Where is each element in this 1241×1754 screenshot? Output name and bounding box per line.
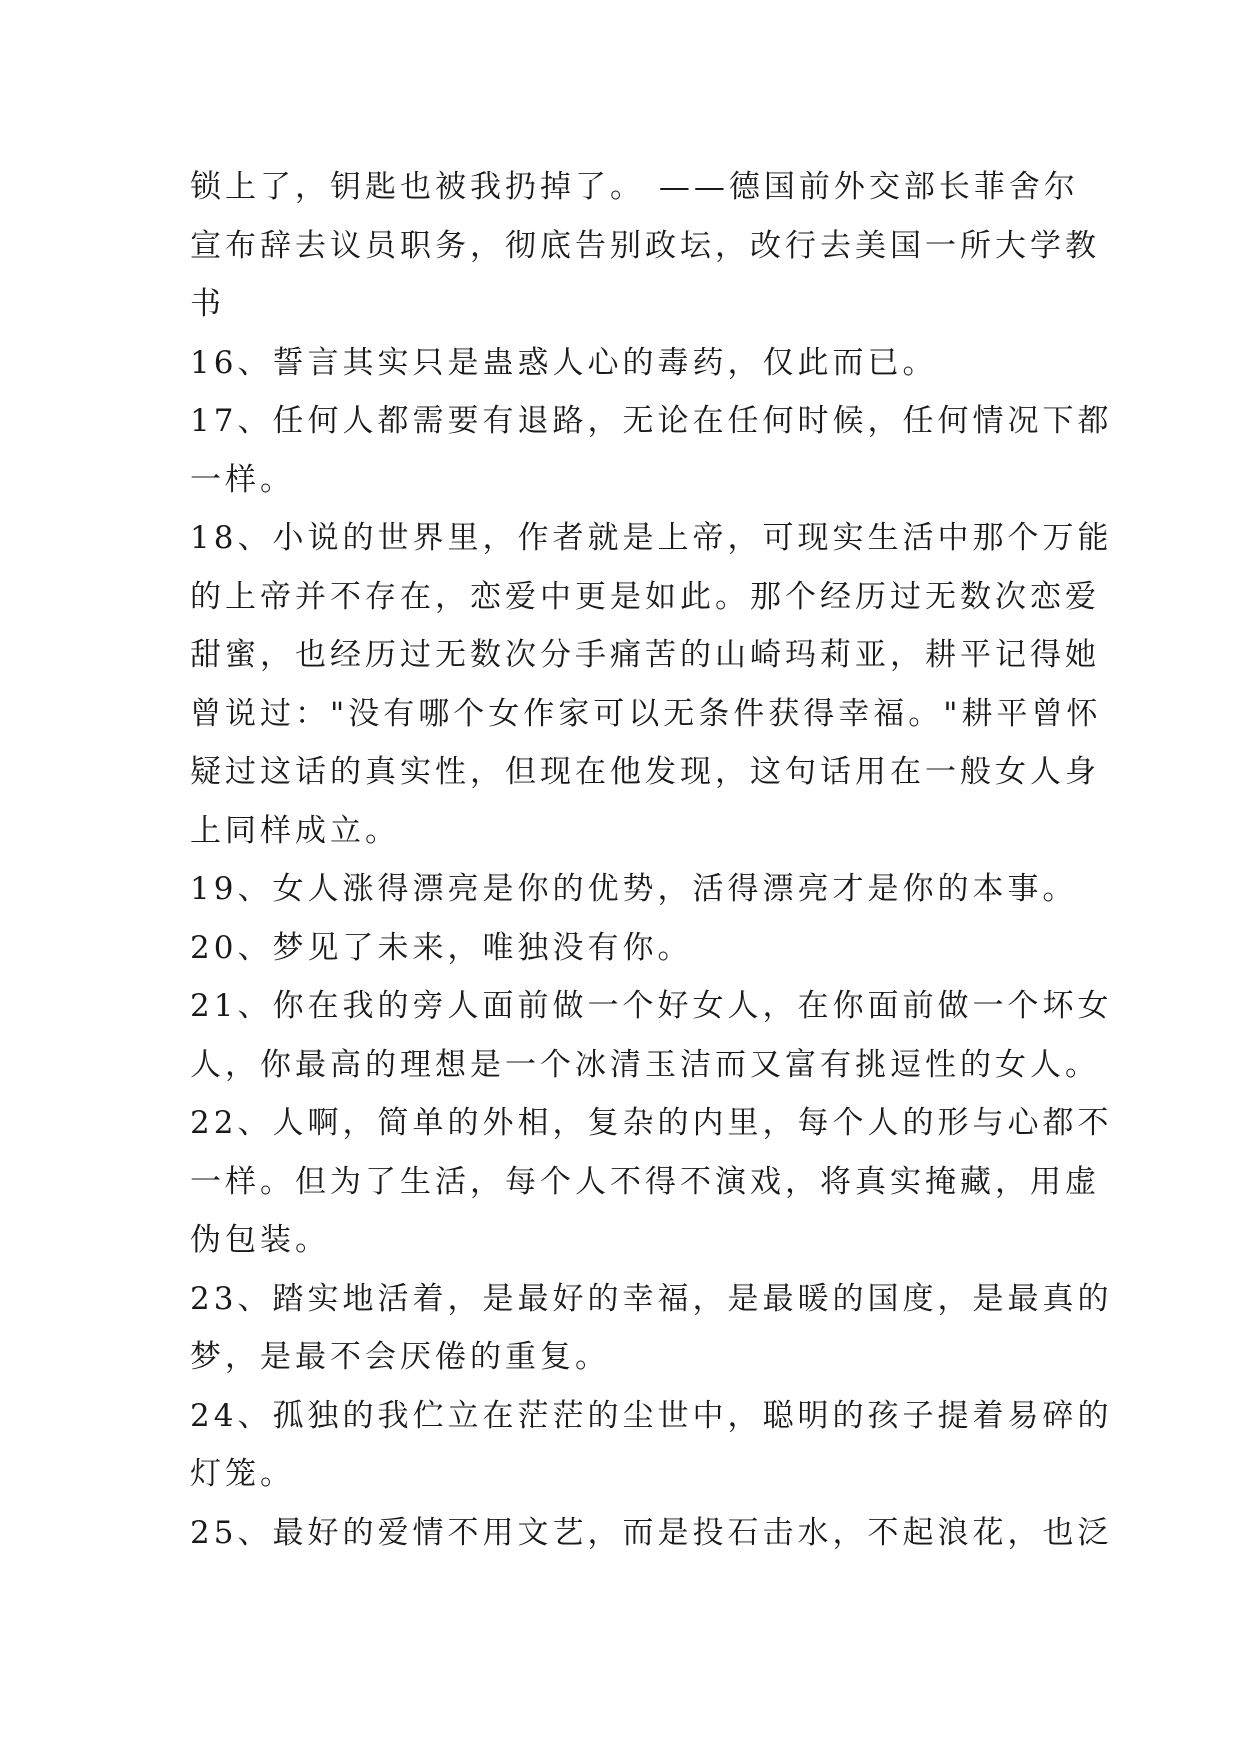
text-line: 16、誓言其实只是蛊惑人心的毒药，仅此而已。 xyxy=(190,344,938,381)
text-line: 梦，是最不会厌倦的重复。 xyxy=(190,1339,610,1375)
text-line: 宣布辞去议员职务，彻底告别政坛，改行去美国一所大学教 xyxy=(190,227,1100,264)
text-line: 24、孤独的我伫立在茫茫的尘世中，聪明的孩子提着易碎的 xyxy=(190,1397,1113,1434)
text-line: 25、最好的爱情不用文艺，而是投石击水，不起浪花，也泛 xyxy=(190,1514,1113,1551)
text-line: 20、梦见了未来，唯独没有你。 xyxy=(190,929,693,966)
text-line: 22、人啊，简单的外相，复杂的内里，每个人的形与心都不 xyxy=(190,1105,1113,1141)
text-line: 一样。 xyxy=(190,461,295,498)
text-line: 人，你最高的理想是一个冰清玉洁而又富有挑逗性的女人。 xyxy=(190,1046,1100,1083)
text-line: 21、你在我的旁人面前做一个好女人，在你面前做一个坏女 xyxy=(190,988,1113,1024)
text-line: 的上帝并不存在，恋爱中更是如此。那个经历过无数次恋爱 xyxy=(190,578,1100,615)
text-line: 一样。但为了生活，每个人不得不演戏，将真实掩藏，用虚 xyxy=(190,1163,1100,1200)
text-line: 甜蜜，也经历过无数次分手痛苦的山崎玛莉亚，耕平记得她 xyxy=(190,637,1100,673)
text-line: 书 xyxy=(190,286,225,322)
document-body xyxy=(190,158,1113,1562)
text-line: 17、任何人都需要有退路，无论在任何时候，任何情况下都 xyxy=(190,403,1113,439)
text-line: 灯笼。 xyxy=(190,1456,295,1492)
text-line: 伪包装。 xyxy=(190,1222,330,1258)
text-line: 上同样成立。 xyxy=(190,812,400,849)
text-line: 疑过这话的真实性，但现在他发现，这句话用在一般女人身 xyxy=(190,754,1100,790)
text-line: 19、女人涨得漂亮是你的优势，活得漂亮才是你的本事。 xyxy=(190,871,1078,907)
text-line: 锁上了，钥匙也被我扔掉了。 ——德国前外交部长菲舍尔 xyxy=(190,169,1079,205)
text-line: 18、小说的世界里，作者就是上帝，可现实生活中那个万能 xyxy=(190,520,1113,556)
text-line: 曾说过："没有哪个女作家可以无条件获得幸福。"耕平曾怀 xyxy=(190,695,1102,732)
text-line: 23、踏实地活着，是最好的幸福，是最暖的国度，是最真的 xyxy=(190,1280,1113,1317)
